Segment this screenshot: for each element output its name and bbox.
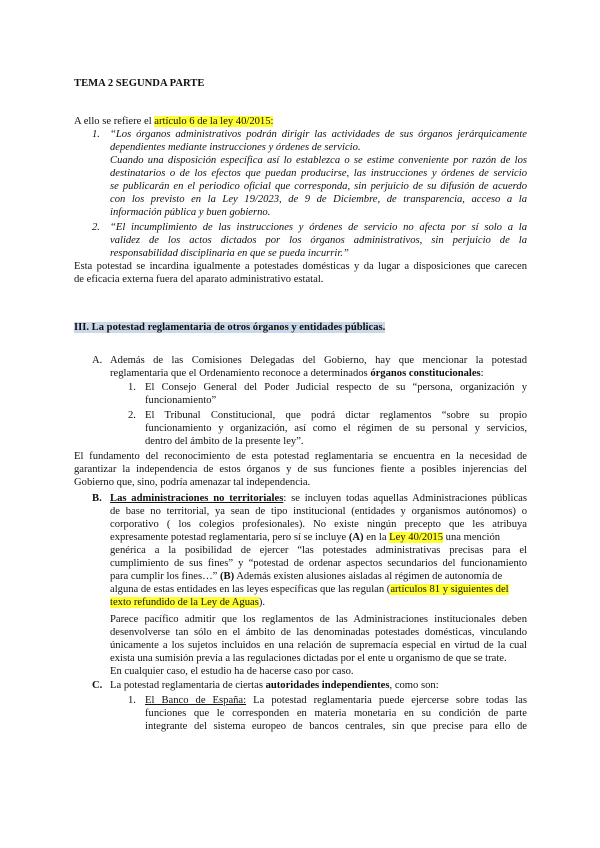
item-b-line [110,596,265,609]
item-b-highlight: texto refundido de la Ley de Aguas [110,597,259,608]
paragraph-line: únicamente a los sujetos incluidos en una relación de supremacía especial en virtud de la cual [110,640,527,651]
item-a-sub-num: 2. [128,410,136,421]
item-c-text: La potestad reglamentaria de ciertas [110,680,266,691]
item-b-text: ). [258,597,266,608]
paragraph-line: El fundamento del reconocimiento de esta potestad reglamentaria se encuentra en la necesidad de [74,451,527,462]
section-heading-text: III. La potestad reglamentaria de otros órganos y entidades públicas. [74,322,386,333]
item-b-highlight: artículos 81 y siguientes del [390,584,509,595]
item-c-letter: C. [92,680,103,691]
paragraph-line: desenvolverse tan sólo en el ámbito de las denominadas potestades domésticas, vinculando [110,627,527,638]
item-a-bold: órganos constitucionales [370,368,481,379]
list1-line: validez de los actos dictados por los órganos administrativos, sin perjuicio de la [110,235,527,246]
item-a-line [110,367,484,380]
item-b-highlight: Ley 40/2015 [389,532,444,543]
paragraph-line: de eficacia externa fuera del aparato administrativo estatal. [74,274,324,285]
item-b-text: en la [363,532,390,543]
list1-line: información pública y buen gobierno. [110,207,271,218]
item-b-text: una mención [443,532,501,543]
item-a-end: : [480,368,484,379]
intro-text: A ello se refiere el [74,116,155,127]
item-a-text: reglamentaria que el Ordenamiento reconoce a determinados [110,368,371,379]
paragraph-line: Parece pacífico admitir que los reglamentos de las Administraciones institucionales deben [110,614,527,625]
item-b-line [110,570,502,583]
item-c-line [110,679,439,692]
section-heading [74,321,385,334]
item-c-sub-line [145,694,527,707]
paragraph-line: exista una sumisión previa a las regulaciones dictadas por el ente u organismo de que se trate. [110,653,507,664]
item-a-sub-line: El Consejo General del Poder Judicial respecto de su “persona, organización y [145,382,527,393]
item-b-bold: Las administraciones no territoriales [110,493,284,504]
intro-highlight: artículo 6 de la ley 40/2015: [154,116,274,127]
list1-num-2: 2. [92,222,100,233]
item-b-text: Además existen alusiones aisladas al régimen de autonomía de [234,571,503,582]
paragraph-line: En cualquier caso, el estudio ha de hacerse caso por caso. [110,666,354,677]
item-a-sub-line: funcionamiento y organización, así como el régimen de su personal y servicios, [145,423,527,434]
paragraph-line: Esta potestad se incardina igualmente a potestades domésticas y da lugar a disposiciones que carecen [74,261,527,272]
item-a-sub-line: dentro del ámbito de la presente ley”. [145,436,304,447]
item-b-marker: (B) [220,571,235,582]
item-b-line: cumplimiento de sus fines” y “potestad de ordenar aspectos secundarios del funcionamiento [110,558,527,569]
item-b-text: expresamente potestad reglamentaria, pero sí se incluye [110,532,349,543]
item-b-letter: B. [92,493,102,504]
item-c-bold: autoridades independientes [265,680,390,691]
page-title: TEMA 2 SEGUNDA PARTE [74,78,205,89]
list1-line: “Los órganos administrativos podrán dirigir las actividades de sus órganos jerárquicamente [110,129,527,140]
item-c-sub-num: 1. [128,695,136,706]
item-a-sub-line: funcionamiento” [145,395,217,406]
list1-line: con los previsto en la Ley 19/2023, de 9 de Diciembre, de transparencia, acceso a la [110,194,527,205]
list1-line: “El incumplimiento de las instrucciones y órdenes de servicio no afecta por sí solo a la [110,222,527,233]
list1-line: se publicarán en el periodico oficial que corresponda, sin perjuicio de su difusión de acuerdo [110,181,527,192]
item-a-letter: A. [92,355,103,366]
item-c-sub-underline: El Banco de España: [145,695,247,706]
item-b-line [110,492,527,505]
item-b-marker: (A) [348,532,364,543]
item-b-line [110,583,509,596]
item-c-sub-line: funciones que le corresponden en materia monetaria en su condición de parte [145,708,527,719]
item-b-line [110,531,500,544]
item-a-line: Además de las Comisiones Delegadas del Gobierno, hay que mencionar la potestad [110,355,527,366]
item-b-line: genérica a la posibilidad de ejercer “las potestades administrativas precisas para el [110,545,527,556]
list1-num-1: 1. [92,129,100,140]
paragraph-line: garantizar la independencia de estos órganos y de sus funciones fiente a posibles injerencias del [74,464,527,475]
item-b-line: corporativo ( los colegios profesionales). No existe ningún precepto que les atribuya [110,519,527,530]
item-c-sub-line: integrante del sistema europeo de bancos centrales, sin que precise para ello de [145,721,527,732]
item-c-sub-text: La potestad reglamentaria puede ejercerse sobre todas las [246,695,527,706]
intro-line [74,115,273,128]
item-b-text: : se incluyen todas aquellas Administraciones públicas [283,493,527,504]
paragraph-line: Gobierno que, sino, podría amenazar tal independencia. [74,477,311,488]
list1-line: responsabilidad disciplinaria en que se pueda incurrir.” [110,248,349,259]
item-c-text: , como son: [389,680,439,691]
item-b-text: alguna de estas entidades en las leyes específicas que las regulan ( [110,584,391,595]
list1-line: destinatarios o de los efectos que puedan producirse, las instrucciones y órdenes de servicio [110,168,527,179]
item-a-sub-num: 1. [128,382,136,393]
item-a-sub-line: El Tribunal Constitucional, que podrá dictar reglamentos “sobre su propio [145,410,527,421]
list1-line: dependientes mediante instrucciones y órdenes de servicio. [110,142,361,153]
list1-line: Cuando una disposición específica así lo establezca o se estime conveniente por razón de los [110,155,527,166]
item-b-text: para cumplir los fines…” [110,571,221,582]
item-b-line: de base no territorial, ya sean de tipo institucional (entidades y organismos autónomos) o [110,506,527,517]
